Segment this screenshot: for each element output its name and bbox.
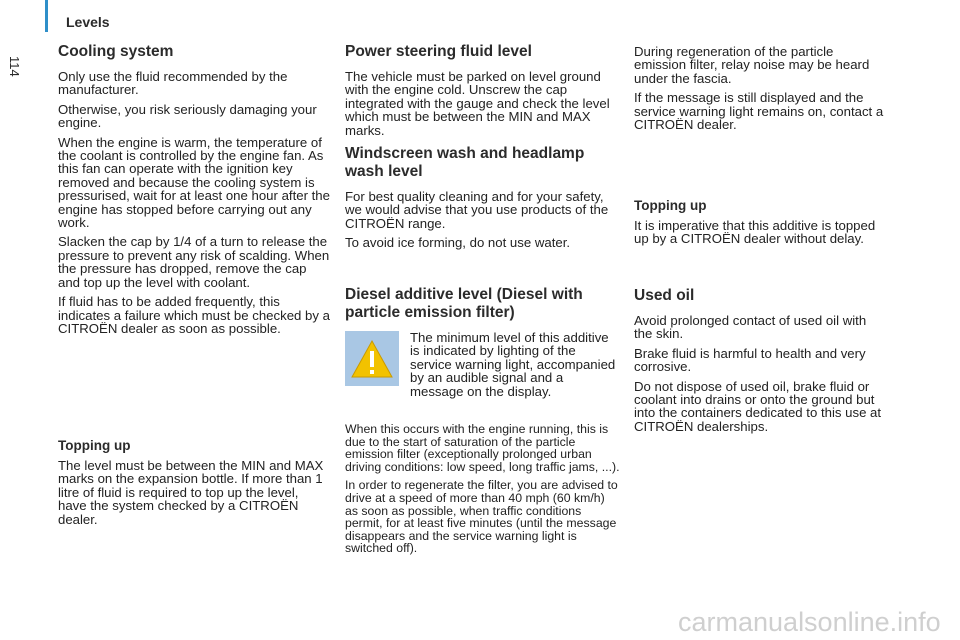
diesel-additive-section	[345, 286, 620, 322]
section-accent-bar	[45, 0, 48, 32]
watermark: carmanualsonline.info	[678, 607, 941, 637]
windscreen-paragraph: For best quality cleaning and for your safety, we would advise that you use products of the CITROËN range.	[345, 189, 609, 231]
used-oil-paragraph: Brake fluid is harmful to health and very corrosive.	[634, 345, 866, 375]
warning-triangle-icon	[345, 331, 399, 386]
cooling-system-section	[58, 43, 330, 341]
additive-topping-up-heading: Topping up	[634, 198, 707, 213]
regeneration-notes	[634, 45, 884, 137]
power-steering-section	[345, 43, 617, 143]
cooling-topping-up-heading: Topping up	[58, 438, 131, 453]
service-warning-light-box	[345, 331, 399, 386]
cooling-paragraph: Slacken the cap by 1/4 of a turn to release the pressure to prevent any risk of scalding. When the pressure has dropped, remove the cap and top up the level with coolant.	[58, 234, 330, 290]
used-oil-heading: Used oil	[634, 287, 695, 304]
windscreen-wash-section	[345, 145, 620, 256]
regeneration-paragraph: If the message is still displayed and the service warning light remains on, contact a CITROËN dealer.	[634, 90, 884, 133]
cooling-paragraph: When the engine is warm, the temperature of the coolant is controlled by the engine fan. As this fan can operate with the ignition key removed and because the cooling system is pressurised, wait for at least one hour after the engine has stopped before carrying out any work.	[58, 134, 330, 231]
cooling-topping-up-text: The level must be between the MIN and MAX marks on the expansion bottle. If more than 1 litre of fluid is required to top up the level, have the system checked by a CITROËN dealer.	[58, 458, 324, 527]
power-steering-text: The vehicle must be parked on level ground with the engine cold. Unscrew the cap integrated with the gauge and check the level which must be between the MIN and MAX marks.	[345, 69, 610, 138]
additive-topping-up-text: It is imperative that this additive is topped up by a CITROËN dealer without delay.	[634, 218, 876, 247]
diesel-paragraph: In order to regenerate the filter, you are advised to drive at a speed of more than 40 mph (60 km/h) as soon as possible, when traffic conditions permit, for at least five minutes (until the message disappears and the service warning light is switched off).	[345, 478, 618, 556]
diesel-additive-heading: Diesel additive level (Diesel with particle emission filter)	[345, 286, 583, 321]
used-oil-paragraph: Avoid prolonged contact of used oil with the skin.	[634, 313, 867, 342]
windscreen-paragraph: To avoid ice forming, do not use water.	[345, 235, 571, 251]
diesel-details-block	[345, 423, 620, 561]
windscreen-wash-heading: Windscreen wash and headlamp wash level	[345, 145, 585, 180]
used-oil-paragraph: Do not dispose of used oil, brake fluid or coolant into drains or onto the ground but into the containers dedicated to this use at CITROËN dealerships.	[634, 378, 882, 434]
cooling-paragraph: Otherwise, you risk seriously damaging your engine.	[58, 101, 317, 131]
diesel-paragraph: When this occurs with the engine running, this is due to the start of saturation of the particle emission filter (exceptionally prolonged urban driving conditions: low speed, long traffic jams, ...).	[345, 422, 620, 474]
cooling-paragraph: If fluid has to be added frequently, this indicates a failure which must be checked by a CITROËN dealer as soon as possible.	[58, 294, 330, 336]
cooling-topping-up-section	[58, 438, 330, 532]
page-number: 114	[7, 56, 22, 77]
cooling-paragraph: Only use the fluid recommended by the manufacturer.	[58, 69, 288, 98]
additive-topping-up-section	[634, 198, 884, 252]
section-title: Levels	[66, 14, 110, 30]
used-oil-section	[634, 287, 884, 439]
regeneration-paragraph: During regeneration of the particle emission filter, relay noise may be heard under the fascia.	[634, 44, 870, 86]
diesel-intro-text: The minimum level of this additive is indicated by lighting of the service warning light, accompanied by an audible signal and a message on the display.	[410, 330, 616, 399]
power-steering-heading: Power steering fluid level	[345, 43, 532, 60]
cooling-system-heading: Cooling system	[58, 43, 174, 60]
diesel-intro-block	[410, 331, 618, 404]
